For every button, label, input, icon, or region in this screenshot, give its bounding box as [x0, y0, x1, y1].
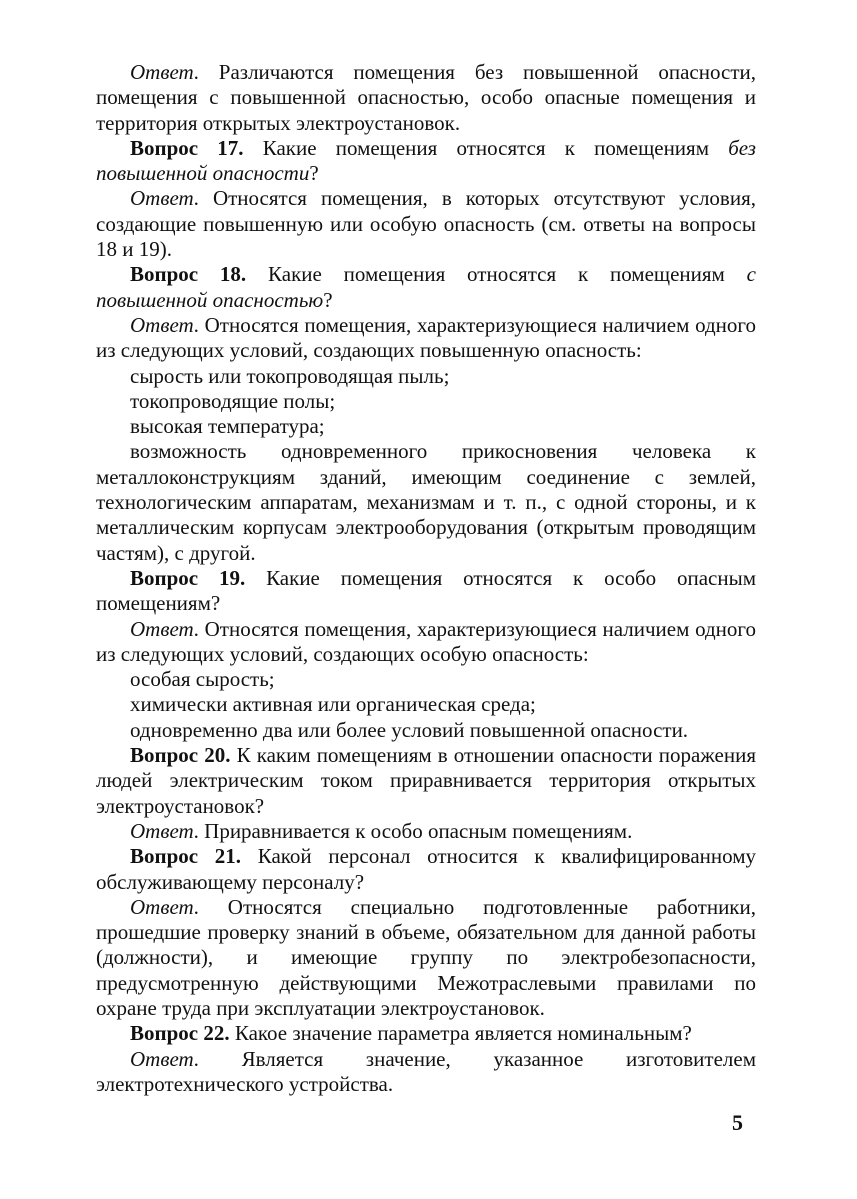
question-text: К каким помещениям в отношении опасности поражения людей электрическим током приравнивается территория открытых электроустановок? [96, 743, 756, 818]
answer-paragraph [96, 60, 756, 136]
question-label: Вопрос 19. [130, 565, 246, 590]
answer-label: Ответ [130, 818, 194, 843]
list-item: сырость или токопроводящая пыль; [130, 363, 450, 388]
answer-text: . Относятся помещения, характеризующиеся наличием одного из следующих условий, создающих повышенную опасность: [96, 312, 756, 363]
list-item: одновременно два или более условий повышенной опасности. [130, 717, 689, 742]
answer-label: Ответ [130, 186, 194, 211]
page-number: 5 [732, 1110, 743, 1135]
question-label: Вопрос 21. [130, 844, 242, 869]
answer-label: Ответ [130, 1046, 194, 1071]
question-emphasis: с повышенной опасностью [96, 262, 756, 312]
question-22 [96, 1021, 756, 1046]
question-text: Какое значение параметра является номинальным? [229, 1021, 692, 1046]
list-item-paragraph: возможность одновременного прикосновения человека к металлоконструкциям зданий, имеющим соединение с землей, технологическим аппаратам, механизмам и т. п., с одной стороны, и к металлическим корпусам электрооборудования (открытым проводящим частям), с другой. [96, 439, 756, 565]
question-text: Какие помещения относятся к помещениям [243, 135, 729, 160]
question-text: Какие помещения относятся к помещениям [246, 262, 747, 287]
answer-label: Ответ [130, 616, 194, 641]
question-19 [96, 566, 756, 617]
question-18 [96, 262, 756, 313]
answer-label: Ответ [130, 312, 194, 337]
answer-paragraph [96, 1047, 756, 1098]
answer-text: . Относятся помещения, характеризующиеся наличием одного из следующих условий, создающих особую опасность: [96, 616, 756, 666]
answer-paragraph [96, 617, 756, 668]
question-label: Вопрос 22. [130, 1021, 230, 1046]
list-item: особая сырость; [130, 667, 275, 692]
answer-paragraph [96, 895, 756, 1021]
answer-text: . Является значение, указанное изготовителем электротехнического устройства. [96, 1046, 756, 1096]
question-20 [96, 743, 756, 819]
page-body [96, 60, 756, 1097]
question-label: Вопрос 18. [130, 262, 247, 287]
question-text: Какой персонал относится к квалифицированному обслуживающему персоналу? [96, 844, 757, 894]
answer-paragraph [96, 313, 756, 364]
question-label: Вопрос 20. [130, 743, 231, 768]
answer-text: . Относятся специально подготовленные работники, прошедшие проверку знаний в объеме, обязательном для данной работы (должности), и имеющие группу по электробезопасности, предусмотренную действующими Межотраслевыми правилами по охране труда при эксплуатации электроустановок. [96, 894, 756, 1020]
question-emphasis: без повышенной опасности [96, 135, 756, 186]
question-label: Вопрос 17. [130, 135, 244, 160]
list-item: высокая температура; [130, 414, 325, 439]
question-17 [96, 136, 756, 187]
answer-text: . Приравнивается к особо опасным помещениям. [193, 818, 633, 843]
list-item: химически активная или органическая среда; [130, 692, 536, 717]
answer-text: . Относятся помещения, в которых отсутствуют условия, создающие повышенную или особую опасность (см. ответы на вопросы 18 и 19). [96, 186, 756, 262]
question-21 [96, 844, 756, 895]
answer-paragraph [96, 819, 756, 844]
answer-label: Ответ [130, 60, 194, 84]
question-tail: ? [323, 287, 333, 312]
answer-paragraph [96, 186, 756, 262]
list-item: токопроводящие полы; [130, 388, 336, 413]
answer-text: . Различаются помещения без повышенной опасности, помещения с повышенной опасностью, особо опасные помещения и территория открытых электроустановок. [96, 60, 756, 135]
question-text: Какие помещения относятся к особо опасным помещениям? [96, 565, 756, 616]
answer-label: Ответ [130, 894, 194, 919]
question-tail: ? [309, 161, 319, 186]
